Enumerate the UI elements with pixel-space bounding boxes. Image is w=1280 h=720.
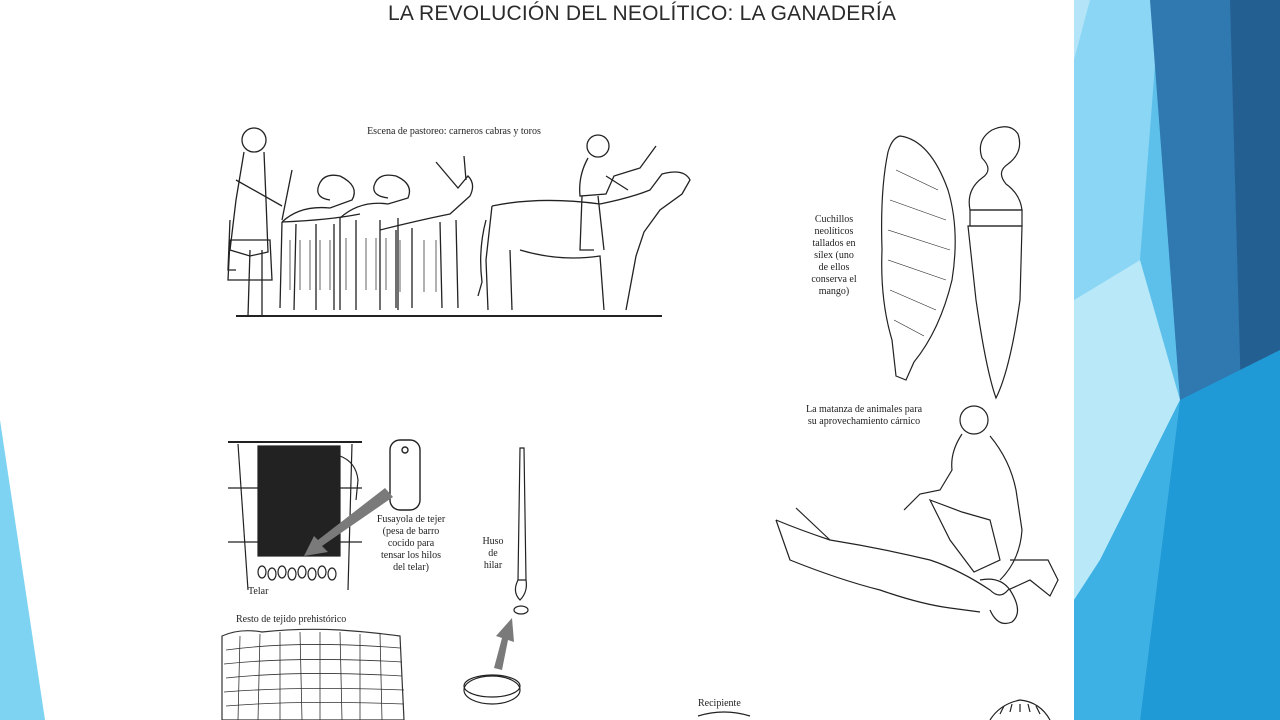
flint-knives-illustration: [882, 127, 1022, 398]
slaughter-scene-illustration: [776, 406, 1058, 624]
caption-flint-knives: Cuchillos neolíticos tallados en sílex (uno de ellos conserva el mango): [811, 214, 857, 297]
right-deco-panel: [1074, 0, 1280, 720]
caption-shepherd-scene: Escena de pastoreo: carneros cabras y toros: [367, 126, 541, 137]
caption-fabric: Resto de tejido prehistórico: [236, 614, 347, 625]
caption-loom-weight: Fusayola de tejer (pesa de barro cocido para tensar los hilos del telar): [376, 514, 446, 573]
caption-spindle: Huso de hilar: [482, 536, 504, 571]
caption-loom: Telar: [248, 586, 269, 597]
caption-slaughter: La matanza de animales para su aprovechamiento cárnico: [805, 404, 923, 427]
loom-illustration: [228, 442, 362, 590]
fabric-fragment-illustration: [222, 629, 404, 720]
loom-weight-illustration: [390, 440, 420, 510]
left-deco-triangle: [0, 420, 45, 720]
shepherd-scene-illustration: [228, 128, 690, 316]
slide-title: LA REVOLUCIÓN DEL NEOLÍTICO: LA GANADERÍA: [388, 2, 897, 25]
spindle-arrow: [494, 618, 514, 670]
caption-vessel: Recipiente: [698, 698, 741, 709]
